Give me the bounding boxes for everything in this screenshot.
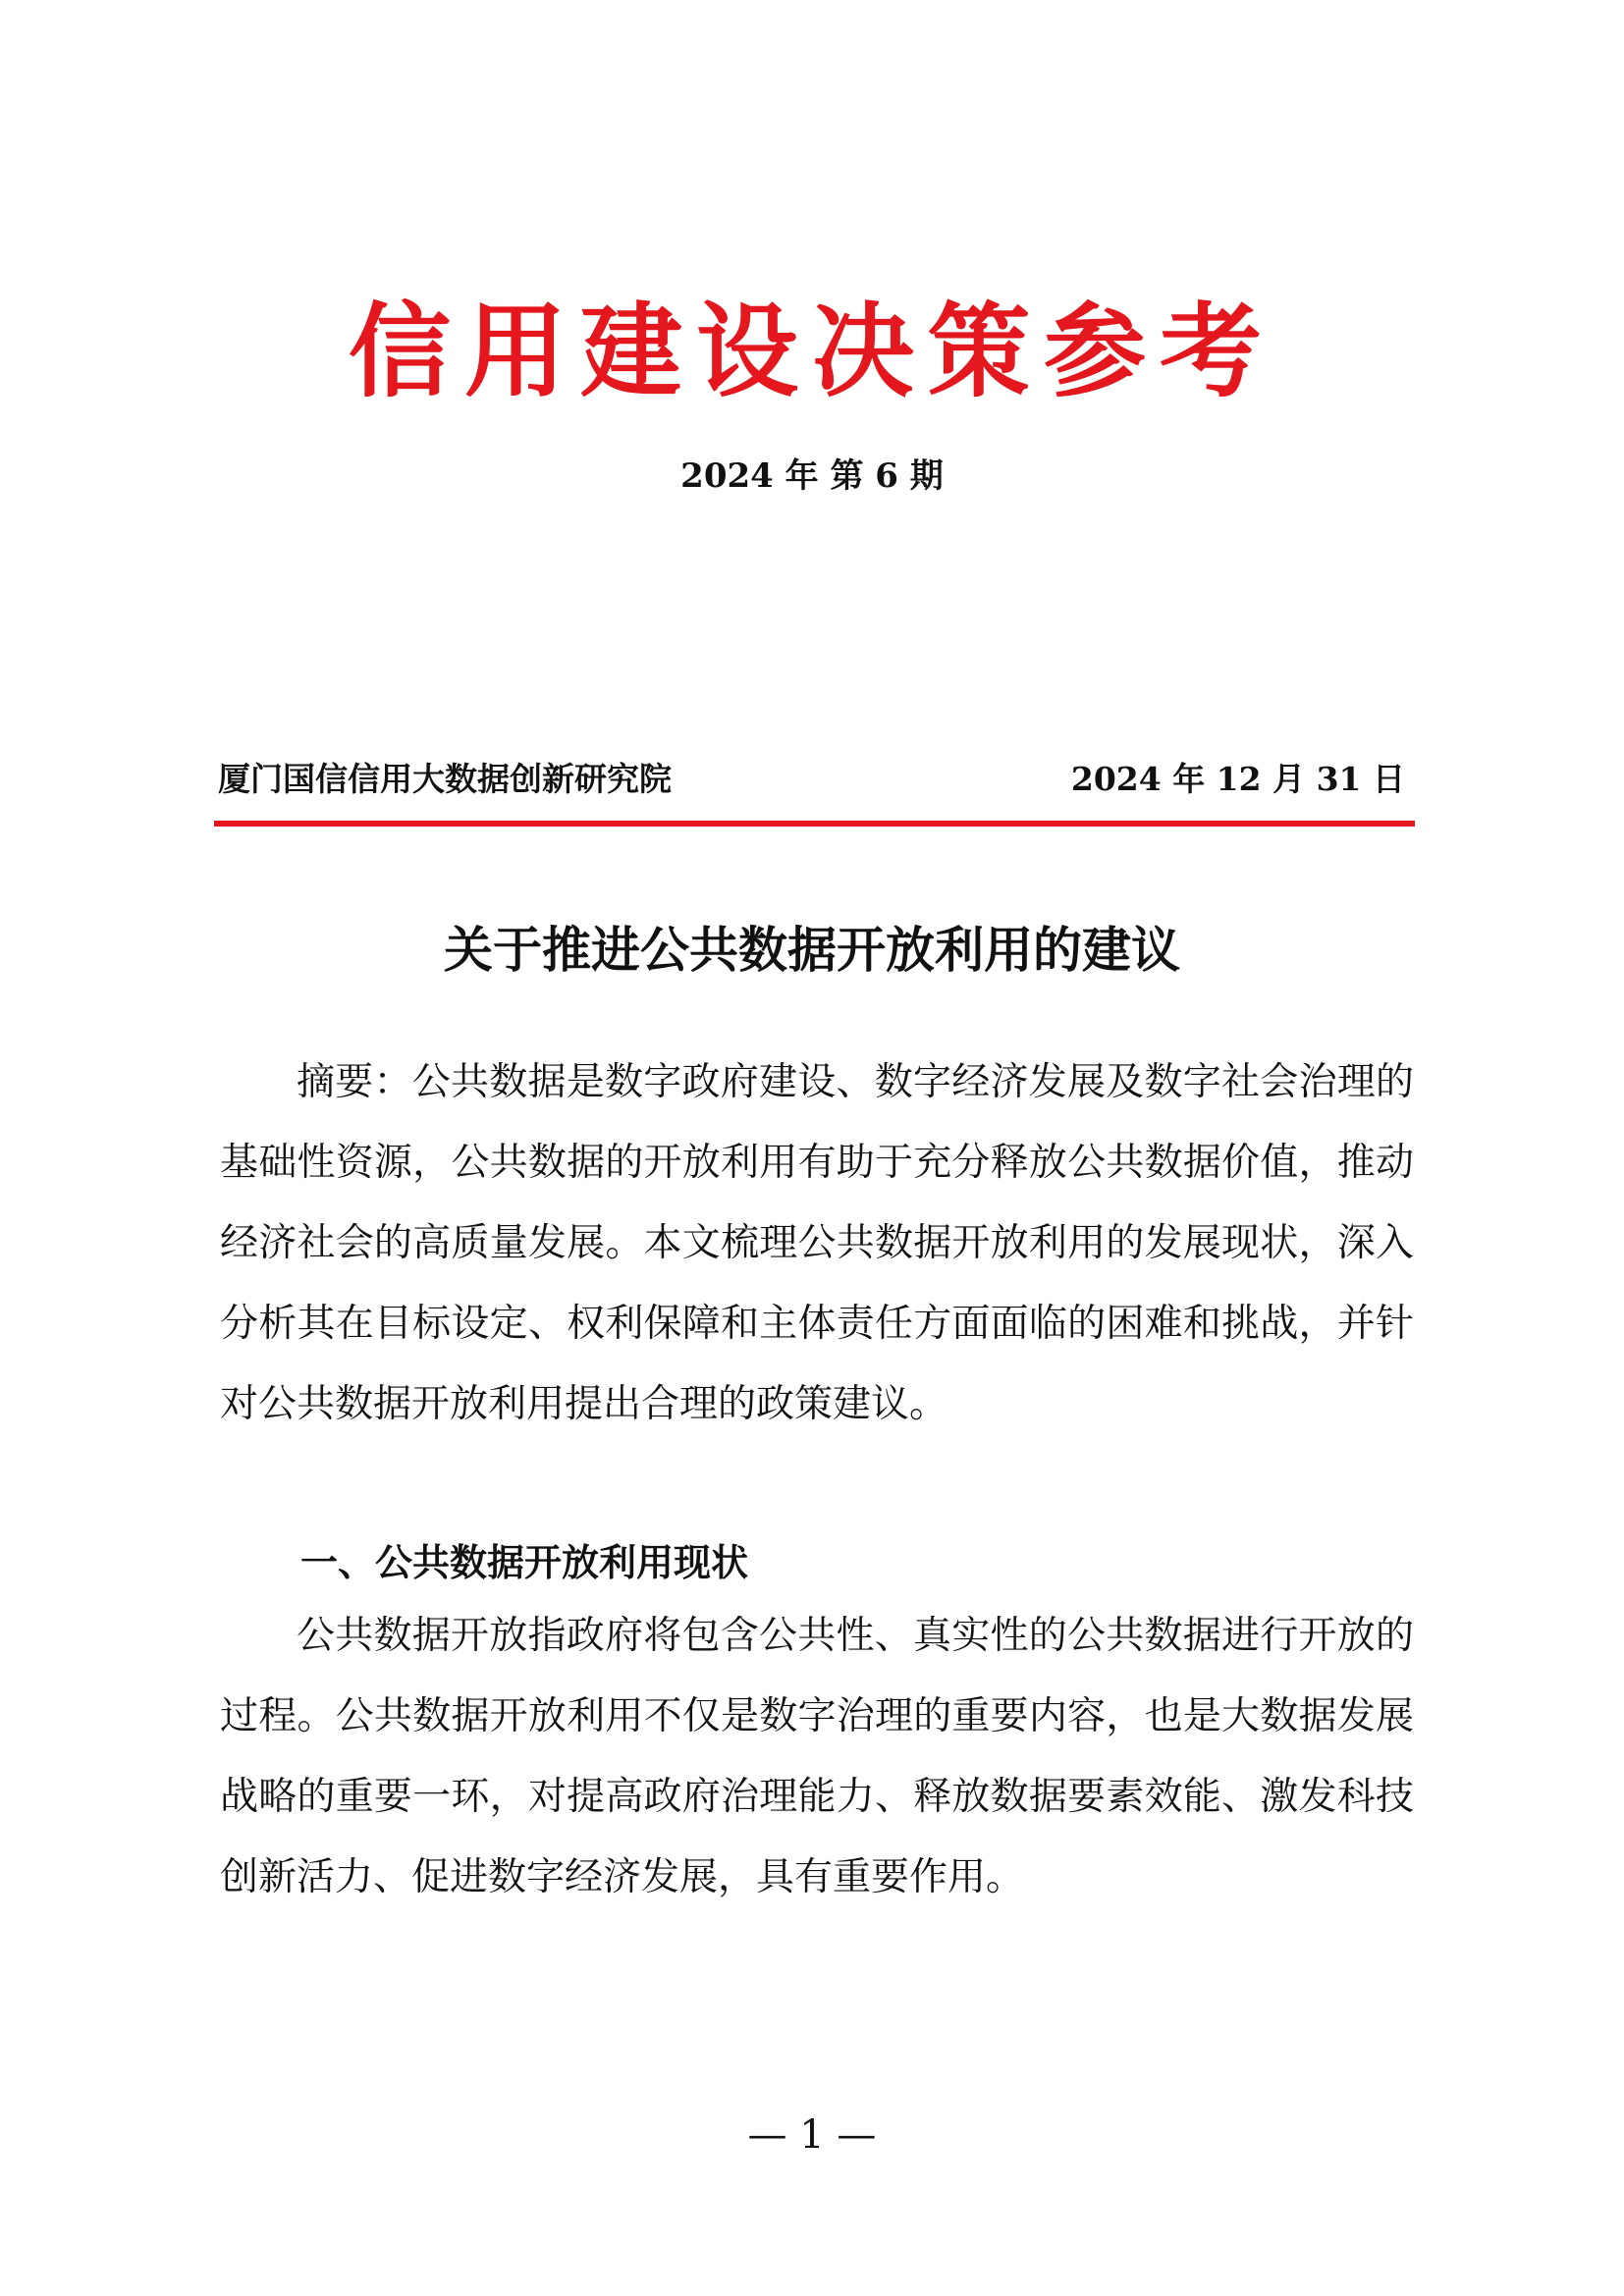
abstract-label: 摘要： <box>297 1060 412 1104</box>
page-number: — 1 — <box>747 2112 877 2158</box>
masthead-title: 信用建设决策参考 <box>348 292 1275 411</box>
organization-name: 厦门国信信用大数据创新研究院 <box>218 760 672 798</box>
abstract-text: 公共数据是数字政府建设、数字经济发展及数字社会治理的基础性资源，公共数据的开放利用有助于充分释放公共数据价值，推动经济社会的高质量发展。本文梳理公共数据开放利用的发展现状，深入分析其在目标设定、权利保障和主体责任方面面临的困难和挑战，并针对公共数据开放利用提出合理的政策建议。 <box>220 1060 1414 1426</box>
publish-date: 2024 年 12 月 31 日 <box>1070 760 1405 798</box>
publisher-line <box>214 756 1415 803</box>
abstract-paragraph <box>220 1042 1414 1445</box>
section-heading: 一、公共数据开放利用现状 <box>300 1541 749 1584</box>
article-title: 关于推进公共数据开放利用的建议 <box>444 921 1180 979</box>
red-divider-rule <box>214 821 1415 827</box>
body-paragraph: 公共数据开放指政府将包含公共性、真实性的公共数据进行开放的过程。公共数据开放利用不仅是数字治理的重要内容，也是大数据发展战略的重要一环，对提高政府治理能力、释放数据要素效能、激发科技创新活力、促进数字经济发展，具有重要作用。 <box>220 1614 1414 1899</box>
issue-number: 2024 年 第 6 期 <box>680 456 944 496</box>
